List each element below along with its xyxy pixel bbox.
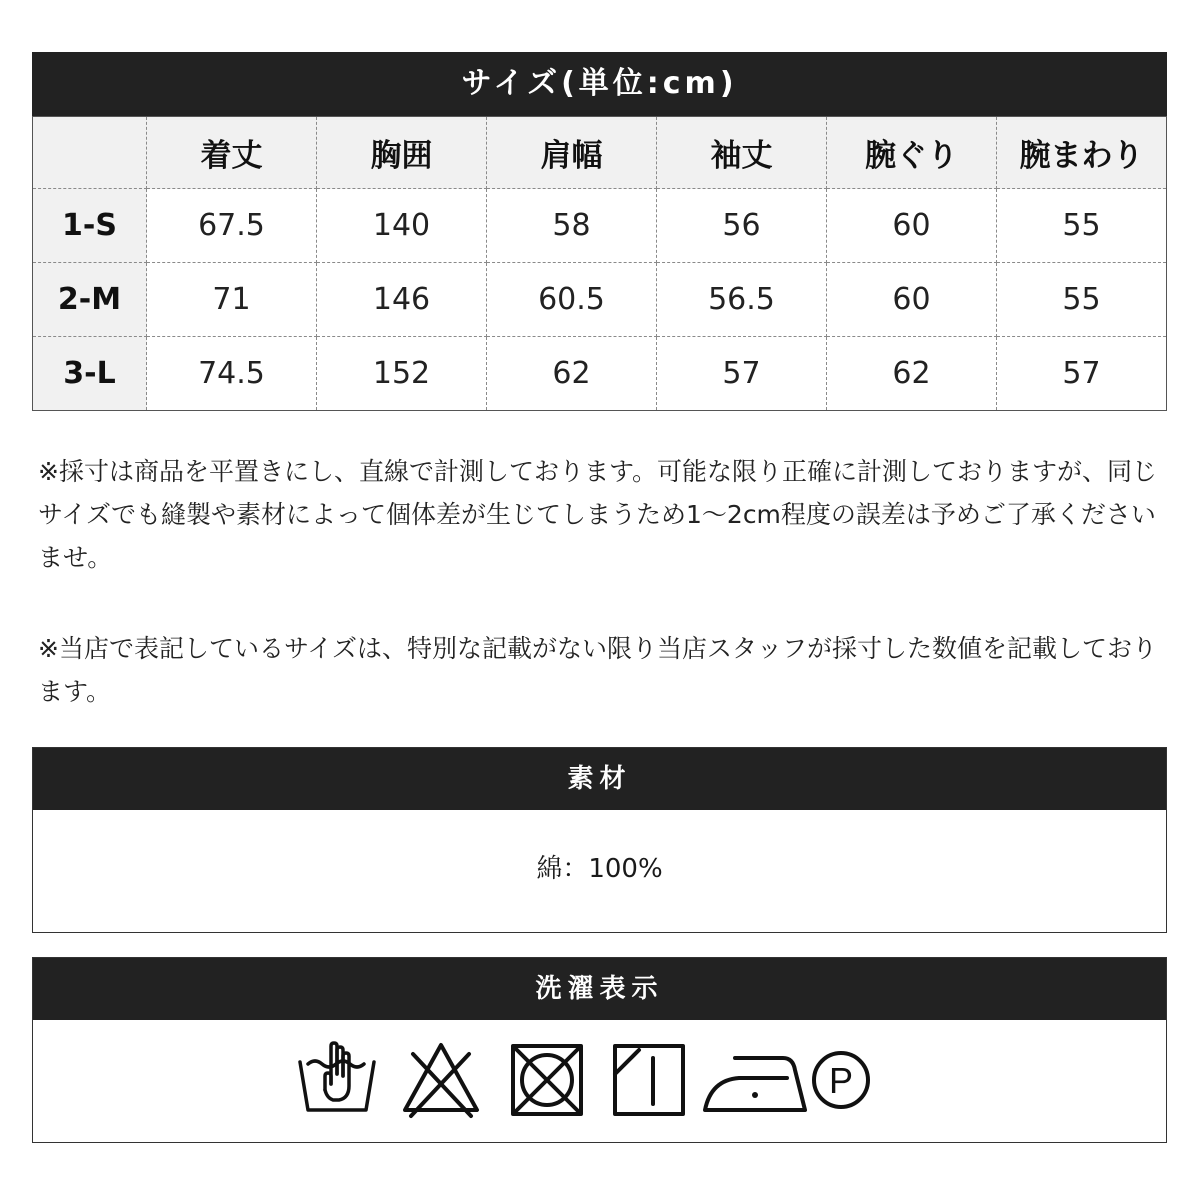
dry-clean-letter: P — [828, 1060, 854, 1101]
table-cell: 57 — [997, 337, 1167, 411]
size-table — [32, 116, 1167, 411]
size-section — [32, 52, 1167, 411]
header-cell-length: 着丈 — [147, 117, 317, 189]
table-cell: 60 — [827, 263, 997, 337]
row-size-label: 3-L — [33, 337, 147, 411]
table-cell: 56 — [657, 189, 827, 263]
material-value: 綿：100% — [536, 854, 663, 884]
care-section — [32, 957, 1167, 1143]
size-notation-note: ※当店で表記しているサイズは、特別な記載がない限り当店スタッフが採寸した数値を記載しております。 — [38, 634, 1157, 706]
size-table-header-row — [33, 117, 1167, 189]
header-cell-corner — [33, 117, 147, 189]
material-title: 素材 — [33, 748, 1166, 810]
row-size-label: 1-S — [33, 189, 147, 263]
size-table-title: サイズ(単位:cm) — [32, 52, 1167, 116]
header-cell-arm-circumference: 腕まわり — [997, 117, 1167, 189]
table-cell: 71 — [147, 263, 317, 337]
header-cell-armhole: 腕ぐり — [827, 117, 997, 189]
header-cell-shoulder: 肩幅 — [487, 117, 657, 189]
care-title: 洗濯表示 — [33, 958, 1166, 1020]
table-cell: 62 — [487, 337, 657, 411]
no-bleach-icon — [401, 1040, 481, 1120]
dry-clean-p-icon — [805, 1040, 885, 1120]
table-cell: 55 — [997, 189, 1167, 263]
table-cell: 152 — [317, 337, 487, 411]
table-row — [33, 189, 1167, 263]
header-cell-chest: 胸囲 — [317, 117, 487, 189]
line-dry-icon — [609, 1040, 689, 1120]
row-size-label: 2-M — [33, 263, 147, 337]
table-cell: 60.5 — [487, 263, 657, 337]
table-cell: 56.5 — [657, 263, 827, 337]
table-cell: 60 — [827, 189, 997, 263]
measurement-note: ※採寸は商品を平置きにし、直線で計測しております。可能な限り正確に計測しておりますが、同じサイズでも縫製や素材によって個体差が生じてしまうため1〜2cm程度の誤差は予めご了承くださいませ。 — [38, 457, 1157, 572]
table-cell: 146 — [317, 263, 487, 337]
hand-wash-icon — [297, 1040, 377, 1120]
material-section — [32, 747, 1167, 933]
table-cell: 67.5 — [147, 189, 317, 263]
table-row — [33, 337, 1167, 411]
table-cell: 62 — [827, 337, 997, 411]
table-cell: 55 — [997, 263, 1167, 337]
header-cell-sleeve: 袖丈 — [657, 117, 827, 189]
table-row — [33, 263, 1167, 337]
table-cell: 74.5 — [147, 337, 317, 411]
table-cell: 58 — [487, 189, 657, 263]
table-cell: 140 — [317, 189, 487, 263]
no-tumble-dry-icon — [507, 1040, 587, 1120]
table-cell: 57 — [657, 337, 827, 411]
low-iron-icon — [701, 1040, 811, 1120]
care-icons-row — [33, 1020, 1166, 1142]
